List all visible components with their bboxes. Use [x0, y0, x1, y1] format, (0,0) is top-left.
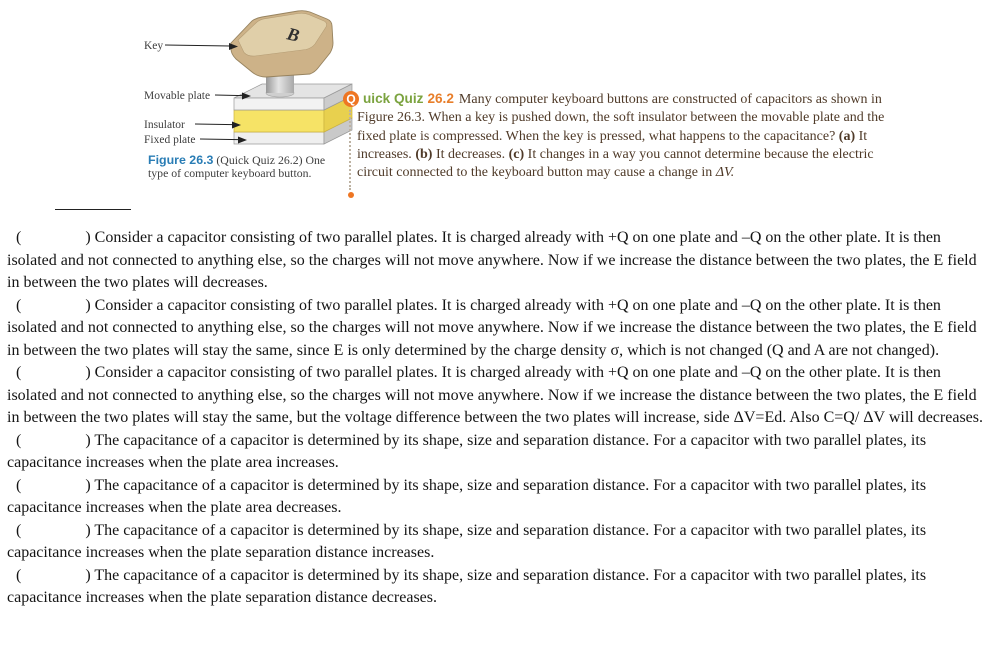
choice-c-text: It changes in a way you cannot determine because the electric circuit connected to the keyboard button may cause a change in	[357, 146, 874, 181]
quick-quiz-title: uick Quiz	[363, 91, 424, 106]
figure-caption	[148, 154, 330, 181]
question-item-4: ( ) The capacitance of a capacitor is determined by its shape, size and separation distance. For a capacitor with two parallel plates, its capacitance increases when the plate area increases.	[7, 431, 931, 471]
keycap-shape	[231, 11, 333, 77]
dotted-rule-icon	[349, 110, 351, 190]
question-item-3: ( ) Consider a capacitor consisting of two parallel plates. It is charged already with +Q on one plate and –Q on the other plate. It is then isolated and not connected to anything else, so the charges will not move anywhere. Now if we increase the distance between the two plates, the E field in between the two plates will stay the same, but the voltage difference between the two plates will increase, side ΔV=Ed. Also C=Q/ ΔV will decreases.	[7, 364, 983, 426]
question-item-6: ( ) The capacitance of a capacitor is determined by its shape, size and separation distance. For a capacitor with two parallel plates, its capacitance increases when the plate separation distance increases.	[7, 521, 931, 561]
insulator-arrow	[195, 122, 241, 129]
choice-a-text: It increases.	[357, 128, 868, 162]
choice-c-label: (c)	[508, 146, 525, 162]
key-arrow	[165, 43, 238, 50]
question-item-7: ( ) The capacitance of a capacitor is determined by its shape, size and separation distance. For a capacitor with two parallel plates, its capacitance increases when the plate separation distance decreases.	[7, 566, 931, 606]
label-fixed-plate: Fixed plate	[144, 134, 196, 146]
keycap-letter: B	[285, 23, 302, 46]
quick-quiz-text	[357, 90, 905, 182]
choice-b-text: It decreases.	[432, 146, 509, 162]
fixed-plate-arrow	[200, 137, 247, 144]
quick-quiz-q-icon: Q	[343, 91, 359, 107]
label-insulator: Insulator	[144, 119, 185, 131]
figure-caption-text: One type of computer keyboard button.	[148, 153, 326, 181]
quiz-body-intro: Many computer keyboard buttons are constructed of capacitors as shown in Figure 26.3. When a key is pushed down, the soft insulator between the movable plate and the fixed plate is compressed. When the key is pressed, what happens to the capacitance?	[357, 92, 885, 144]
choice-b-label: (b)	[415, 146, 433, 162]
question-list	[7, 227, 993, 610]
label-key: Key	[144, 40, 164, 52]
label-movable-plate: Movable plate	[144, 90, 211, 102]
divider-line	[55, 209, 131, 210]
figure-number: Figure 26.3	[148, 153, 214, 167]
delta-v-symbol: ΔV.	[715, 165, 735, 181]
keyboard-button-diagram	[138, 6, 373, 156]
choice-a-label: (a)	[838, 128, 856, 144]
orange-dot-icon	[348, 192, 354, 198]
quick-quiz-callout	[346, 90, 905, 182]
question-item-5: ( ) The capacitance of a capacitor is determined by its shape, size and separation distance. For a capacitor with two parallel plates, its capacitance increases when the plate area decreases.	[7, 476, 931, 516]
question-item-1: ( ) Consider a capacitor consisting of two parallel plates. It is charged already with +Q on one plate and –Q on the other plate. It is then isolated and not connected to anything else, so the charges will not move anywhere. Now if we increase the distance between the two plates, the E field in between the two plates will decreases.	[7, 229, 981, 291]
figure-quiz-reference: (Quick Quiz 26.2)	[216, 153, 303, 167]
question-item-2: ( ) Consider a capacitor consisting of two parallel plates. It is charged already with +Q on one plate and –Q on the other plate. It is then isolated and not connected to anything else, so the charges will not move anywhere. Now if we increase the distance between the two plates, the E field in between the two plates will stay the same, since E is only determined by the charge density σ, which is not changed (Q and A are not changed).	[7, 296, 981, 359]
quick-quiz-number: 26.2	[427, 91, 454, 106]
